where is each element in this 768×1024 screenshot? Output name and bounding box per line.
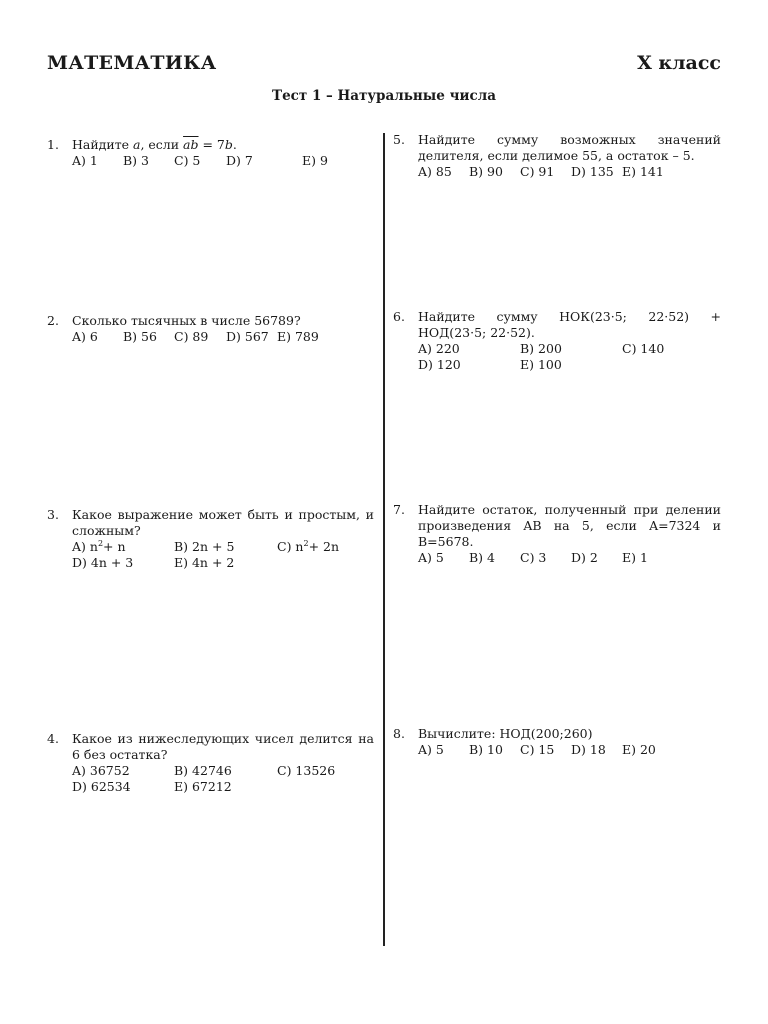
- answer-options: [72, 763, 374, 779]
- option-d[interactable]: D) 120: [418, 357, 461, 372]
- question-number: 1.: [47, 137, 59, 152]
- option-a[interactable]: A) 220: [418, 341, 460, 356]
- option-e[interactable]: E) 141: [622, 164, 664, 179]
- answer-options: [418, 164, 721, 180]
- option-e[interactable]: E) 9: [302, 153, 328, 168]
- option-e[interactable]: E) 67212: [174, 779, 232, 794]
- option-b[interactable]: B) 90: [469, 164, 503, 179]
- option-b[interactable]: B) 42746: [174, 763, 232, 778]
- option-a[interactable]: A) 36752: [72, 763, 130, 778]
- option-d[interactable]: D) 4n + 3: [72, 555, 134, 570]
- column-divider: [383, 133, 385, 946]
- grade-label: X класс: [637, 52, 721, 74]
- option-d[interactable]: D) 135: [571, 164, 614, 179]
- option-d[interactable]: D) 7: [226, 153, 253, 168]
- question-number: 5.: [393, 132, 405, 147]
- option-c[interactable]: C) 3: [520, 550, 547, 565]
- option-e[interactable]: E) 789: [277, 329, 319, 344]
- option-d[interactable]: D) 62534: [72, 779, 131, 794]
- option-b[interactable]: B) 2n + 5: [174, 539, 235, 554]
- answer-options: [72, 329, 374, 345]
- option-c[interactable]: C) 15: [520, 742, 555, 757]
- option-d[interactable]: D) 2: [571, 550, 598, 565]
- question-number: 2.: [47, 313, 59, 328]
- answer-options: [418, 341, 721, 357]
- option-e[interactable]: E) 4n + 2: [174, 555, 235, 570]
- option-e[interactable]: E) 1: [622, 550, 648, 565]
- answer-options: [72, 779, 374, 795]
- option-b[interactable]: B) 4: [469, 550, 495, 565]
- question-text: Вычислите: НОД(200;260): [418, 726, 593, 741]
- option-a[interactable]: A) 1: [72, 153, 98, 168]
- option-a[interactable]: A) 6: [72, 329, 98, 344]
- answer-options: [72, 153, 374, 169]
- option-c[interactable]: C) 140: [622, 341, 665, 356]
- question-number: 3.: [47, 507, 59, 522]
- answer-options: [418, 357, 721, 373]
- option-a[interactable]: A) 5: [418, 742, 444, 757]
- option-e[interactable]: E) 100: [520, 357, 562, 372]
- question-text: Найдите сумму НОК(23·5; 22·52) + НОД(23·5; 22·52).: [418, 309, 721, 340]
- question-number: 8.: [393, 726, 405, 741]
- answer-options: [418, 742, 721, 758]
- option-c[interactable]: C) 89: [174, 329, 209, 344]
- option-c[interactable]: C) 5: [174, 153, 201, 168]
- option-c[interactable]: C) 91: [520, 164, 555, 179]
- question-number: 7.: [393, 502, 405, 517]
- option-b[interactable]: B) 200: [520, 341, 562, 356]
- question-number: 4.: [47, 731, 59, 746]
- answer-options: [72, 555, 374, 571]
- option-c[interactable]: C) $n^2+ 2n$: [277, 538, 340, 554]
- answer-options: [418, 550, 721, 566]
- question-text: Какое из нижеследующих чисел делится на 6 без остатка?: [72, 731, 374, 762]
- option-d[interactable]: D) 567: [226, 329, 269, 344]
- answer-options: [72, 539, 374, 555]
- test-title: Тест 1 – Натуральные числа: [272, 88, 496, 104]
- option-d[interactable]: D) 18: [571, 742, 606, 757]
- subject-title: МАТЕМАТИКА: [47, 52, 217, 74]
- option-a[interactable]: A) $n^2+ n$: [72, 538, 126, 554]
- option-b[interactable]: B) 10: [469, 742, 503, 757]
- question-number: 6.: [393, 309, 405, 324]
- question-text: Какое выражение может быть и простым, и сложным?: [72, 507, 374, 538]
- question-text: Найдите сумму возможных значений делителя, если делимое 55, а остаток – 5.: [418, 132, 721, 163]
- option-b[interactable]: B) 3: [123, 153, 149, 168]
- question-text: Найдите a, если $\overline{ab} = 7b$.: [72, 137, 237, 152]
- option-c[interactable]: C) 13526: [277, 763, 336, 778]
- option-b[interactable]: B) 56: [123, 329, 157, 344]
- question-text: Найдите остаток, полученный при делении произведения AB на 5, если A=7324 и B=5678.: [418, 502, 721, 549]
- option-a[interactable]: A) 5: [418, 550, 444, 565]
- option-e[interactable]: E) 20: [622, 742, 656, 757]
- question-text: Сколько тысячных в числе 56789?: [72, 313, 301, 328]
- option-a[interactable]: A) 85: [418, 164, 452, 179]
